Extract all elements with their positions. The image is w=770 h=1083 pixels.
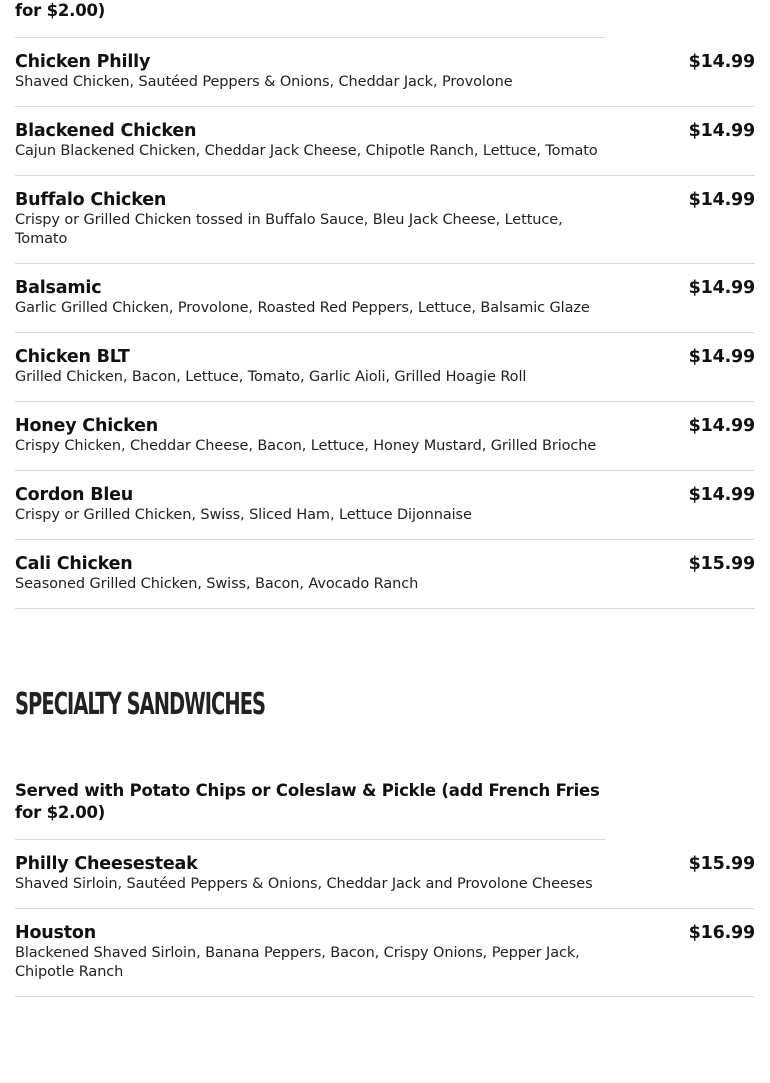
menu-item-price: $15.99: [688, 554, 755, 574]
menu-item-name: Blackened Chicken: [15, 121, 197, 141]
menu-item-name: Philly Cheesesteak: [15, 854, 198, 874]
menu-item-description: Shaved Sirloin, Sautéed Peppers & Onions, Cheddar Jack and Provolone Cheeses: [15, 876, 593, 892]
menu-item-description: Grilled Chicken, Bacon, Lettuce, Tomato, Garlic Aioli, Grilled Hoagie Roll: [15, 369, 527, 385]
menu-item: [15, 540, 755, 609]
menu-item-price: $15.99: [688, 854, 755, 874]
menu-section-chicken-sandwiches: [15, 0, 755, 609]
menu-item-description: Crispy Chicken, Cheddar Cheese, Bacon, Lettuce, Honey Mustard, Grilled Brioche: [15, 438, 597, 454]
menu-item-description: Seasoned Grilled Chicken, Swiss, Bacon, Avocado Ranch: [15, 576, 419, 592]
menu-page: [15, 0, 755, 997]
menu-item-price: $16.99: [688, 923, 755, 943]
menu-item: [15, 471, 755, 540]
menu-item: [15, 176, 755, 264]
menu-item-price: $14.99: [688, 416, 755, 436]
menu-item-description: Shaved Chicken, Sautéed Peppers & Onions, Cheddar Jack, Provolone: [15, 74, 513, 90]
menu-item-description: Cajun Blackened Chicken, Cheddar Jack Cheese, Chipotle Ranch, Lettuce, Tomato: [15, 143, 598, 159]
menu-item-description: Blackened Shaved Sirloin, Banana Peppers, Bacon, Crispy Onions, Pepper Jack, Chipotle Ranch: [15, 945, 580, 980]
menu-item-name: Houston: [15, 923, 96, 943]
menu-item: [15, 909, 755, 997]
menu-item-name: Chicken Philly: [15, 52, 151, 72]
menu-item-price: $14.99: [688, 347, 755, 367]
menu-item: [15, 38, 755, 107]
menu-item: [15, 840, 755, 909]
menu-item-description: Garlic Grilled Chicken, Provolone, Roasted Red Peppers, Lettuce, Balsamic Glaze: [15, 300, 590, 316]
menu-item-name: Cali Chicken: [15, 554, 133, 574]
menu-item-price: $14.99: [688, 121, 755, 141]
section-note: for $2.00): [15, 0, 605, 38]
menu-section-specialty-sandwiches: [15, 685, 755, 997]
menu-item-description: Crispy or Grilled Chicken tossed in Buffalo Sauce, Bleu Jack Cheese, Lettuce, Tomato: [15, 212, 563, 247]
menu-item-name: Cordon Bleu: [15, 485, 134, 505]
menu-item-description: Crispy or Grilled Chicken, Swiss, Sliced Ham, Lettuce Dijonnaise: [15, 507, 472, 523]
menu-item-price: $14.99: [688, 278, 755, 298]
section-note: Served with Potato Chips or Coleslaw & Pickle (add French Fries for $2.00): [15, 780, 605, 840]
menu-item-name: Honey Chicken: [15, 416, 159, 436]
menu-item-name: Chicken BLT: [15, 347, 130, 367]
menu-item-name: Buffalo Chicken: [15, 190, 167, 210]
menu-item: [15, 264, 755, 333]
menu-item: [15, 107, 755, 176]
menu-item-price: $14.99: [688, 190, 755, 210]
menu-item: [15, 402, 755, 471]
menu-item-price: $14.99: [688, 52, 755, 72]
menu-item-name: Balsamic: [15, 278, 102, 298]
section-title: SPECIALTY SANDWICHES: [15, 687, 266, 722]
menu-item: [15, 333, 755, 402]
menu-item-price: $14.99: [688, 485, 755, 505]
